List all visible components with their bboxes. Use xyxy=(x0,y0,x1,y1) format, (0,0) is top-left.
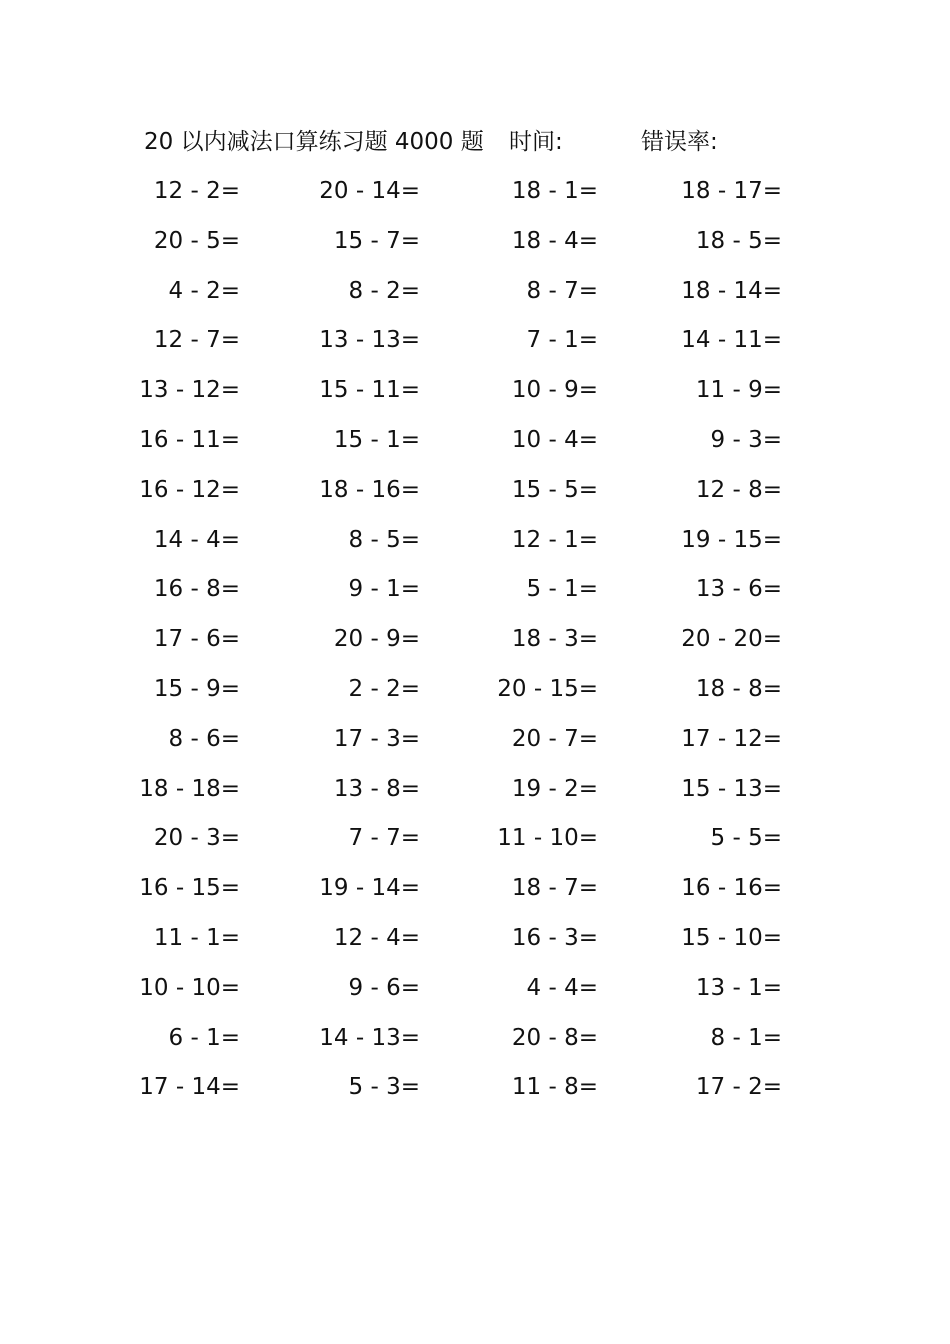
problem-cell: 12 - 2= xyxy=(153,178,240,204)
problem-cell: 8 - 1= xyxy=(710,1024,782,1051)
problem-cell: 10 - 10= xyxy=(139,974,240,1001)
problem-cell: 19 - 2= xyxy=(511,775,598,802)
problem-cell: 10 - 4= xyxy=(511,426,598,453)
problem-cell: 16 - 16= xyxy=(681,875,782,902)
problem-cell: 11 - 8= xyxy=(511,1074,598,1101)
problem-cell: 14 - 11= xyxy=(681,327,782,354)
problem-cell: 4 - 4= xyxy=(526,974,598,1001)
problem-row xyxy=(0,919,950,969)
problem-cell: 13 - 12= xyxy=(139,377,240,404)
problem-cell: 12 - 8= xyxy=(695,476,782,503)
problem-row xyxy=(0,1019,950,1069)
problem-cell: 16 - 11= xyxy=(139,426,240,453)
problem-cell: 18 - 17= xyxy=(681,178,782,204)
problem-cell: 8 - 5= xyxy=(348,526,420,553)
problem-row xyxy=(0,620,950,670)
problem-cell: 19 - 14= xyxy=(319,875,420,902)
problem-cell: 7 - 7= xyxy=(348,825,420,852)
problem-cell: 17 - 3= xyxy=(333,725,420,752)
problem-row xyxy=(0,421,950,471)
problem-row xyxy=(0,172,950,222)
problem-cell: 20 - 5= xyxy=(153,227,240,254)
problem-cell: 20 - 14= xyxy=(319,178,420,204)
problem-cell: 20 - 7= xyxy=(511,725,598,752)
problem-cell: 15 - 5= xyxy=(511,476,598,503)
problem-cell: 19 - 15= xyxy=(681,526,782,553)
problem-cell: 18 - 7= xyxy=(511,875,598,902)
problem-cell: 13 - 8= xyxy=(333,775,420,802)
problem-row xyxy=(0,570,950,620)
problem-row xyxy=(0,371,950,421)
problem-cell: 13 - 1= xyxy=(695,974,782,1001)
problem-row xyxy=(0,819,950,869)
problem-cell: 4 - 2= xyxy=(168,277,240,304)
worksheet-title: 20 以内减法口算练习题 4000 题 xyxy=(144,129,484,155)
problem-cell: 10 - 9= xyxy=(511,377,598,404)
problem-cell: 20 - 3= xyxy=(153,825,240,852)
problem-cell: 20 - 20= xyxy=(681,626,782,653)
problem-row xyxy=(0,969,950,1019)
problem-cell: 13 - 6= xyxy=(695,576,782,603)
problem-cell: 18 - 5= xyxy=(695,227,782,254)
problem-cell: 17 - 6= xyxy=(153,626,240,653)
problem-cell: 18 - 1= xyxy=(511,178,598,204)
problem-cell: 8 - 6= xyxy=(168,725,240,752)
problem-cell: 16 - 8= xyxy=(153,576,240,603)
problem-cell: 16 - 12= xyxy=(139,476,240,503)
problem-cell: 7 - 1= xyxy=(526,327,598,354)
problem-cell: 11 - 9= xyxy=(695,377,782,404)
problem-cell: 5 - 3= xyxy=(348,1074,420,1101)
problem-row xyxy=(0,521,950,571)
problem-row xyxy=(0,770,950,820)
problem-cell: 20 - 9= xyxy=(333,626,420,653)
problem-cell: 9 - 3= xyxy=(710,426,782,453)
problem-row xyxy=(0,1068,950,1118)
problem-cell: 12 - 4= xyxy=(333,924,420,951)
problem-cell: 8 - 2= xyxy=(348,277,420,304)
worksheet-header xyxy=(144,124,844,160)
problem-cell: 9 - 1= xyxy=(348,576,420,603)
problem-cell: 17 - 14= xyxy=(139,1074,240,1101)
error-rate-label: 错误率: xyxy=(641,129,718,155)
problem-cell: 5 - 5= xyxy=(710,825,782,852)
problem-cell: 8 - 7= xyxy=(526,277,598,304)
problem-cell: 17 - 2= xyxy=(695,1074,782,1101)
problem-cell: 18 - 14= xyxy=(681,277,782,304)
problem-cell: 18 - 4= xyxy=(511,227,598,254)
problem-cell: 18 - 16= xyxy=(319,476,420,503)
problem-cell: 18 - 3= xyxy=(511,626,598,653)
problem-row xyxy=(0,720,950,770)
problem-cell: 17 - 12= xyxy=(681,725,782,752)
problem-cell: 13 - 13= xyxy=(319,327,420,354)
problem-cell: 16 - 3= xyxy=(511,924,598,951)
problem-cell: 15 - 7= xyxy=(333,227,420,254)
problem-row xyxy=(0,222,950,272)
problem-row xyxy=(0,869,950,919)
time-label: 时间: xyxy=(509,129,563,155)
problem-cell: 2 - 2= xyxy=(348,675,420,702)
problem-cell: 6 - 1= xyxy=(168,1024,240,1051)
problem-cell: 20 - 8= xyxy=(511,1024,598,1051)
problem-grid xyxy=(0,172,950,1118)
problem-cell: 15 - 10= xyxy=(681,924,782,951)
problem-cell: 14 - 13= xyxy=(319,1024,420,1051)
problem-cell: 11 - 1= xyxy=(153,924,240,951)
problem-cell: 15 - 1= xyxy=(333,426,420,453)
problem-cell: 14 - 4= xyxy=(153,526,240,553)
problem-cell: 15 - 13= xyxy=(681,775,782,802)
problem-cell: 12 - 1= xyxy=(511,526,598,553)
problem-row xyxy=(0,471,950,521)
problem-cell: 16 - 15= xyxy=(139,875,240,902)
problem-cell: 9 - 6= xyxy=(348,974,420,1001)
problem-cell: 11 - 10= xyxy=(497,825,598,852)
problem-cell: 12 - 7= xyxy=(153,327,240,354)
problem-cell: 18 - 8= xyxy=(695,675,782,702)
problem-cell: 5 - 1= xyxy=(526,576,598,603)
problem-row xyxy=(0,272,950,322)
problem-cell: 18 - 18= xyxy=(139,775,240,802)
problem-cell: 15 - 9= xyxy=(153,675,240,702)
problem-row xyxy=(0,670,950,720)
problem-cell: 20 - 15= xyxy=(497,675,598,702)
problem-row xyxy=(0,321,950,371)
problem-cell: 15 - 11= xyxy=(319,377,420,404)
